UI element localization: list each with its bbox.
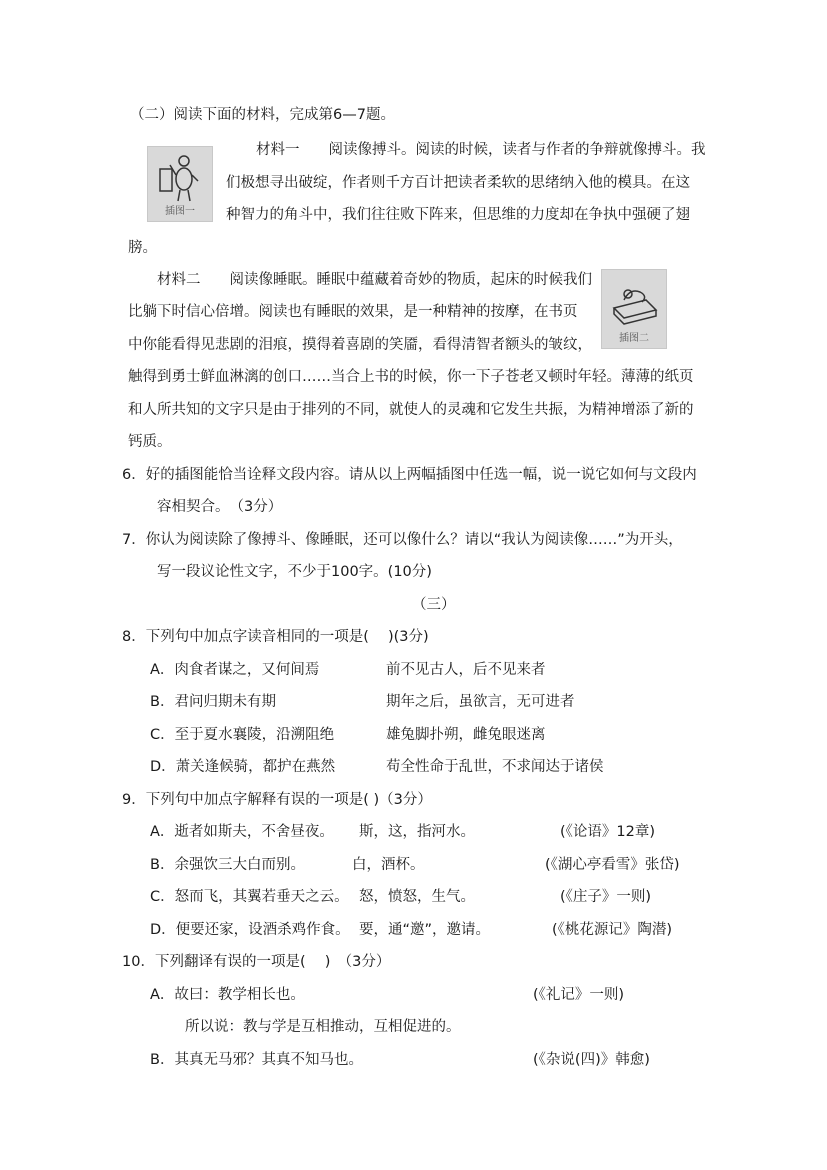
q9-option-d-source: (《桃花源记》陶潜) (552, 922, 673, 938)
section-intro: （二）阅读下面的材料，完成第6—7题。 (130, 107, 395, 123)
material1-line-2: 们极想寻出破绽，作者则千方百计把读者柔软的思绪纳入他的模具。在这 (226, 175, 690, 191)
material2-line-3: 中你能看得见悲剧的泪痕，摸得着喜剧的笑靥，看得清智者额头的皱纹， (128, 337, 592, 353)
q9-option-a-source: (《论语》12章) (560, 824, 656, 840)
material1-line-4: 膀。 (128, 240, 157, 256)
illustration-1 (147, 146, 213, 222)
q7-line-2: 写一段议论性文字，不少于100字。(10分) (157, 564, 432, 580)
q6-line-1: 6．好的插图能恰当诠释文段内容。请从以上两幅插图中任选一幅，说一说它如何与文段内 (122, 467, 697, 483)
q9-option-c-sentence: C．怒而飞，其翼若垂天之云。 (150, 889, 349, 905)
q9-option-b-sentence: B．余强饮三大白而别。 (150, 857, 305, 873)
q9-option-a-sentence: A．逝者如斯夫，不舍昼夜。 (150, 824, 334, 840)
section-3-title: （三） (412, 597, 456, 613)
q8-option-c-right: 雄兔脚扑朔，雌兔眼迷离 (386, 727, 546, 743)
q8-option-b-left: B．君问归期未有期 (150, 694, 276, 710)
q10-stem: 10．下列翻译有误的一项是( ) （3分） (122, 954, 391, 970)
illustration-2-caption: 插图二 (619, 333, 649, 344)
material1-line-3: 种智力的角斗中，我们往往败下阵来，但思维的力度却在争执中强硬了翅 (226, 207, 690, 223)
wrestling-figures-icon (148, 147, 212, 207)
q8-option-a-left: A．肉食者谋之，又何间焉 (150, 662, 320, 678)
q8-stem: 8．下列句中加点字读音相同的一项是( )(3分) (122, 629, 429, 645)
sleeping-on-book-icon (602, 270, 666, 330)
q7-line-1: 7．你认为阅读除了像搏斗、像睡眠，还可以像什么？请以“我认为阅读像……”为开头， (122, 532, 683, 548)
q9-option-a-gloss: 斯，这，指河水。 (359, 824, 475, 840)
q8-option-d-right: 苟全性命于乱世，不求闻达于诸侯 (386, 759, 604, 775)
material1-line-1: 材料一 阅读像搏斗。阅读的时候，读者与作者的争辩就像搏斗。我 (256, 142, 706, 158)
q9-option-c-gloss: 怒，愤怒，生气。 (359, 889, 475, 905)
material2-line-2: 比躺下时信心倍增。阅读也有睡眠的效果，是一种精神的按摩，在书页 (128, 304, 578, 320)
material2-line-5: 和人所共知的文字只是由于排列的不同，就使人的灵魂和它发生共振，为精神增添了新的 (128, 402, 694, 418)
material2-line-4: 触得到勇士鲜血淋漓的创口……当合上书的时候，你一下子苍老又顿时年轻。薄薄的纸页 (128, 369, 694, 385)
q8-option-d-left: D．萧关逢候骑，都护在燕然 (150, 759, 336, 775)
q10-option-a-translation: 所以说：教与学是互相推动，互相促进的。 (185, 1019, 461, 1035)
q9-option-b-source: (《湖心亭看雪》张岱) (545, 857, 680, 873)
q10-option-b-sentence: B．其真无马邪？其真不知马也。 (150, 1052, 363, 1068)
q8-option-a-right: 前不见古人，后不见来者 (386, 662, 546, 678)
illustration-2 (601, 269, 667, 349)
material2-line-6: 钙质。 (128, 434, 172, 450)
q9-option-d-sentence: D．便要还家，设酒杀鸡作食。 (150, 922, 350, 938)
q10-option-a-source: (《礼记》一则) (533, 987, 625, 1003)
q10-option-b-source: (《杂说(四)》韩愈) (533, 1052, 650, 1068)
q10-option-a-sentence: A．故曰：教学相长也。 (150, 987, 305, 1003)
q9-option-b-gloss: 白，酒杯。 (352, 857, 425, 873)
q9-stem: 9．下列句中加点字解释有误的一项是( )（3分） (122, 792, 432, 808)
material2-line-1: 材料二 阅读像睡眠。睡眠中蕴藏着奇妙的物质，起床的时候我们 (157, 272, 592, 288)
q8-option-b-right: 期年之后，虽欲言，无可进者 (386, 694, 575, 710)
q9-option-c-source: (《庄子》一则) (560, 889, 652, 905)
q6-line-2: 容相契合。 （3分） (157, 499, 283, 515)
q9-option-d-gloss: 要，通“邀”，邀请。 (359, 922, 491, 938)
q8-option-c-left: C．至于夏水襄陵，沿溯阻绝 (150, 727, 335, 743)
illustration-1-caption: 插图一 (165, 206, 195, 217)
